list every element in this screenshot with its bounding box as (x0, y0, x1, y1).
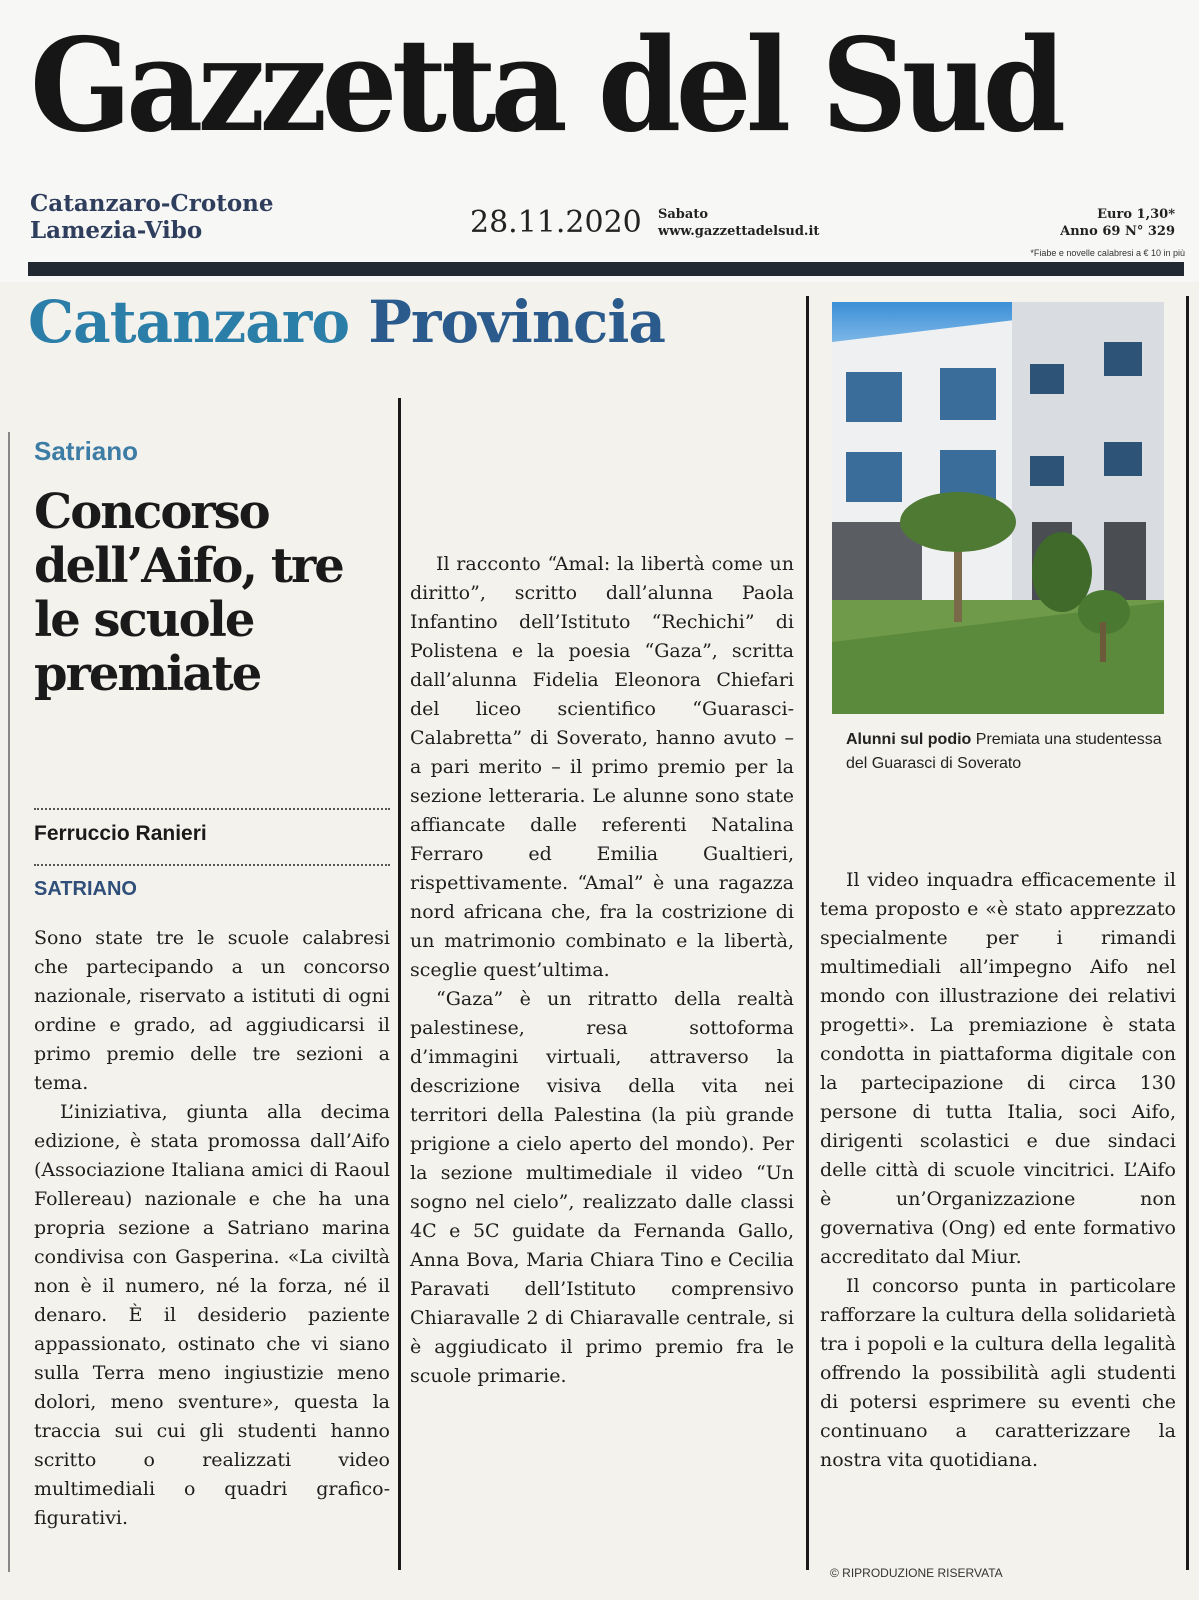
article-column-2 (410, 550, 794, 1391)
paragraph: Il racconto “Amal: la libertà come un diritto”, scritto dall’alunna Paola Infantino dell’Istituto “Rechichi” di Polistena e la poesia “Gaza”, scritta dall’alunna Fidelia Eleonora Chiefari del liceo scientifico “Guarasci-Calabretta” di Soverato, hanno avuto – a pari merito – il primo premio per la sezione letteraria. Le alunne sono state affiancate dalle referenti Natalina Ferraro ed Emilia Gualtieri, rispettivamente. “Amal” è una ragazza nord africana che, fra la costrizione di un matrimonio combinato e la libertà, sceglie quest’ultima. (410, 553, 794, 981)
article-column-1 (34, 924, 390, 1533)
paragraph: Sono state tre le scuole calabresi che partecipando a un concorso nazionale, riservato a istituti di ogni ordine e grado, ad aggiudicarsi il primo premio delle tre sezioni a tema. (34, 927, 390, 1094)
masthead (0, 0, 1199, 282)
issue-date: 28.11.2020 (470, 205, 642, 240)
day-and-website (658, 206, 819, 240)
school-building-photo (832, 302, 1164, 714)
article-column-3 (820, 866, 1176, 1475)
paragraph: Il concorso punta in particolare rafforzare la cultura della solidarietà tra i popoli e la cultura della legalità offrendo la possibilità agli studenti di potersi esprimere su eventi che continuano a caratterizzare la nostra vita quotidiana. (820, 1275, 1176, 1471)
website-link[interactable]: www.gazzettadelsud.it (658, 224, 820, 239)
section-subname: Provincia (368, 288, 665, 356)
edition-label (30, 190, 274, 244)
article-dateline: SATRIANO (34, 878, 137, 900)
newspaper-title: Gazzetta del Sud (30, 11, 1061, 161)
article-photo (832, 302, 1164, 714)
issue-number: Anno 69 N° 329 (1060, 224, 1175, 239)
price: Euro 1,30* (1097, 207, 1175, 222)
article-byline: Ferruccio Ranieri (34, 822, 207, 845)
column-divider (806, 296, 809, 1570)
section-name: Catanzaro (28, 288, 350, 356)
column-divider (398, 398, 401, 1570)
promo-note: *Fiabe e novelle calabresi a € 10 in più (1030, 248, 1185, 258)
byline-divider-top (34, 808, 390, 810)
paragraph: Il video inquadra efficacemente il tema proposto e «è stato apprezzato specialmente per i rimandi multimediali all’impegno Aifo nel mondo con illustrazione dei relativi progetti». La premiazione è stata condotta in piattaforma digitale con la partecipazione di circa 130 persone di tutta Italia, soci Aifo, dirigenti scolastici e due sindaci delle città di scuole vincitrici. L’Aifo è un’Organizzazione non governativa (Ong) ed ente formativo accreditato dal Miur. (820, 869, 1176, 1268)
paragraph: “Gaza” è un ritratto della realtà palestinese, resa sottoforma d’immagini virtuali, attraverso la descrizione visiva della vita nei territori della Palestina (la più grande prigione a cielo aperto del mondo). Per la sezione multimediale il video “Un sogno nel cielo”, realizzato dalle classi 4C e 5C guidate da Fernanda Gallo, Anna Bova, Maria Chiara Tino e Cecilia Paravati dell’Istituto comprensivo Chiaravalle 2 di Chiaravalle centrale, si è aggiudicato il primo premio fra le scuole primarie. (410, 988, 794, 1387)
column-divider (8, 432, 10, 1572)
article-headline: Concorso dell’Aifo, tre le scuole premiate (34, 484, 343, 702)
caption-title: Alunni sul podio (846, 731, 972, 748)
edition-line-2: Lamezia-Vibo (30, 217, 203, 244)
copyright-notice: © RIPRODUZIONE RISERVATA (830, 1566, 1003, 1580)
column-divider (1186, 296, 1189, 1570)
section-header (28, 288, 665, 356)
masthead-divider (28, 262, 1184, 276)
article-kicker: Satriano (34, 436, 139, 466)
price-block (1060, 206, 1175, 240)
caption-text: Premiata una studentessa del Guarasci di Soverato (846, 731, 1162, 772)
edition-line-1: Catanzaro-Crotone (30, 190, 274, 217)
paragraph: L’iniziativa, giunta alla decima edizione, è stata promossa dall’Aifo (Associazione Italiana amici di Raoul Follereau) nazionale e che ha una propria sezione a Satriano marina condivisa con Gasperina. «La civiltà non è il numero, né la forza, né il denaro. È il desiderio paziente appassionato, ostinato che vi siano sulla Terra meno ingiustizie meno dolori, meno sventure», questa la traccia sui cui gli studenti hanno scritto o realizzati video multimediali o quadri grafico-figurativi. (34, 1101, 390, 1529)
photo-caption (846, 728, 1166, 776)
byline-divider-bottom (34, 864, 390, 866)
issue-day: Sabato (658, 207, 709, 222)
